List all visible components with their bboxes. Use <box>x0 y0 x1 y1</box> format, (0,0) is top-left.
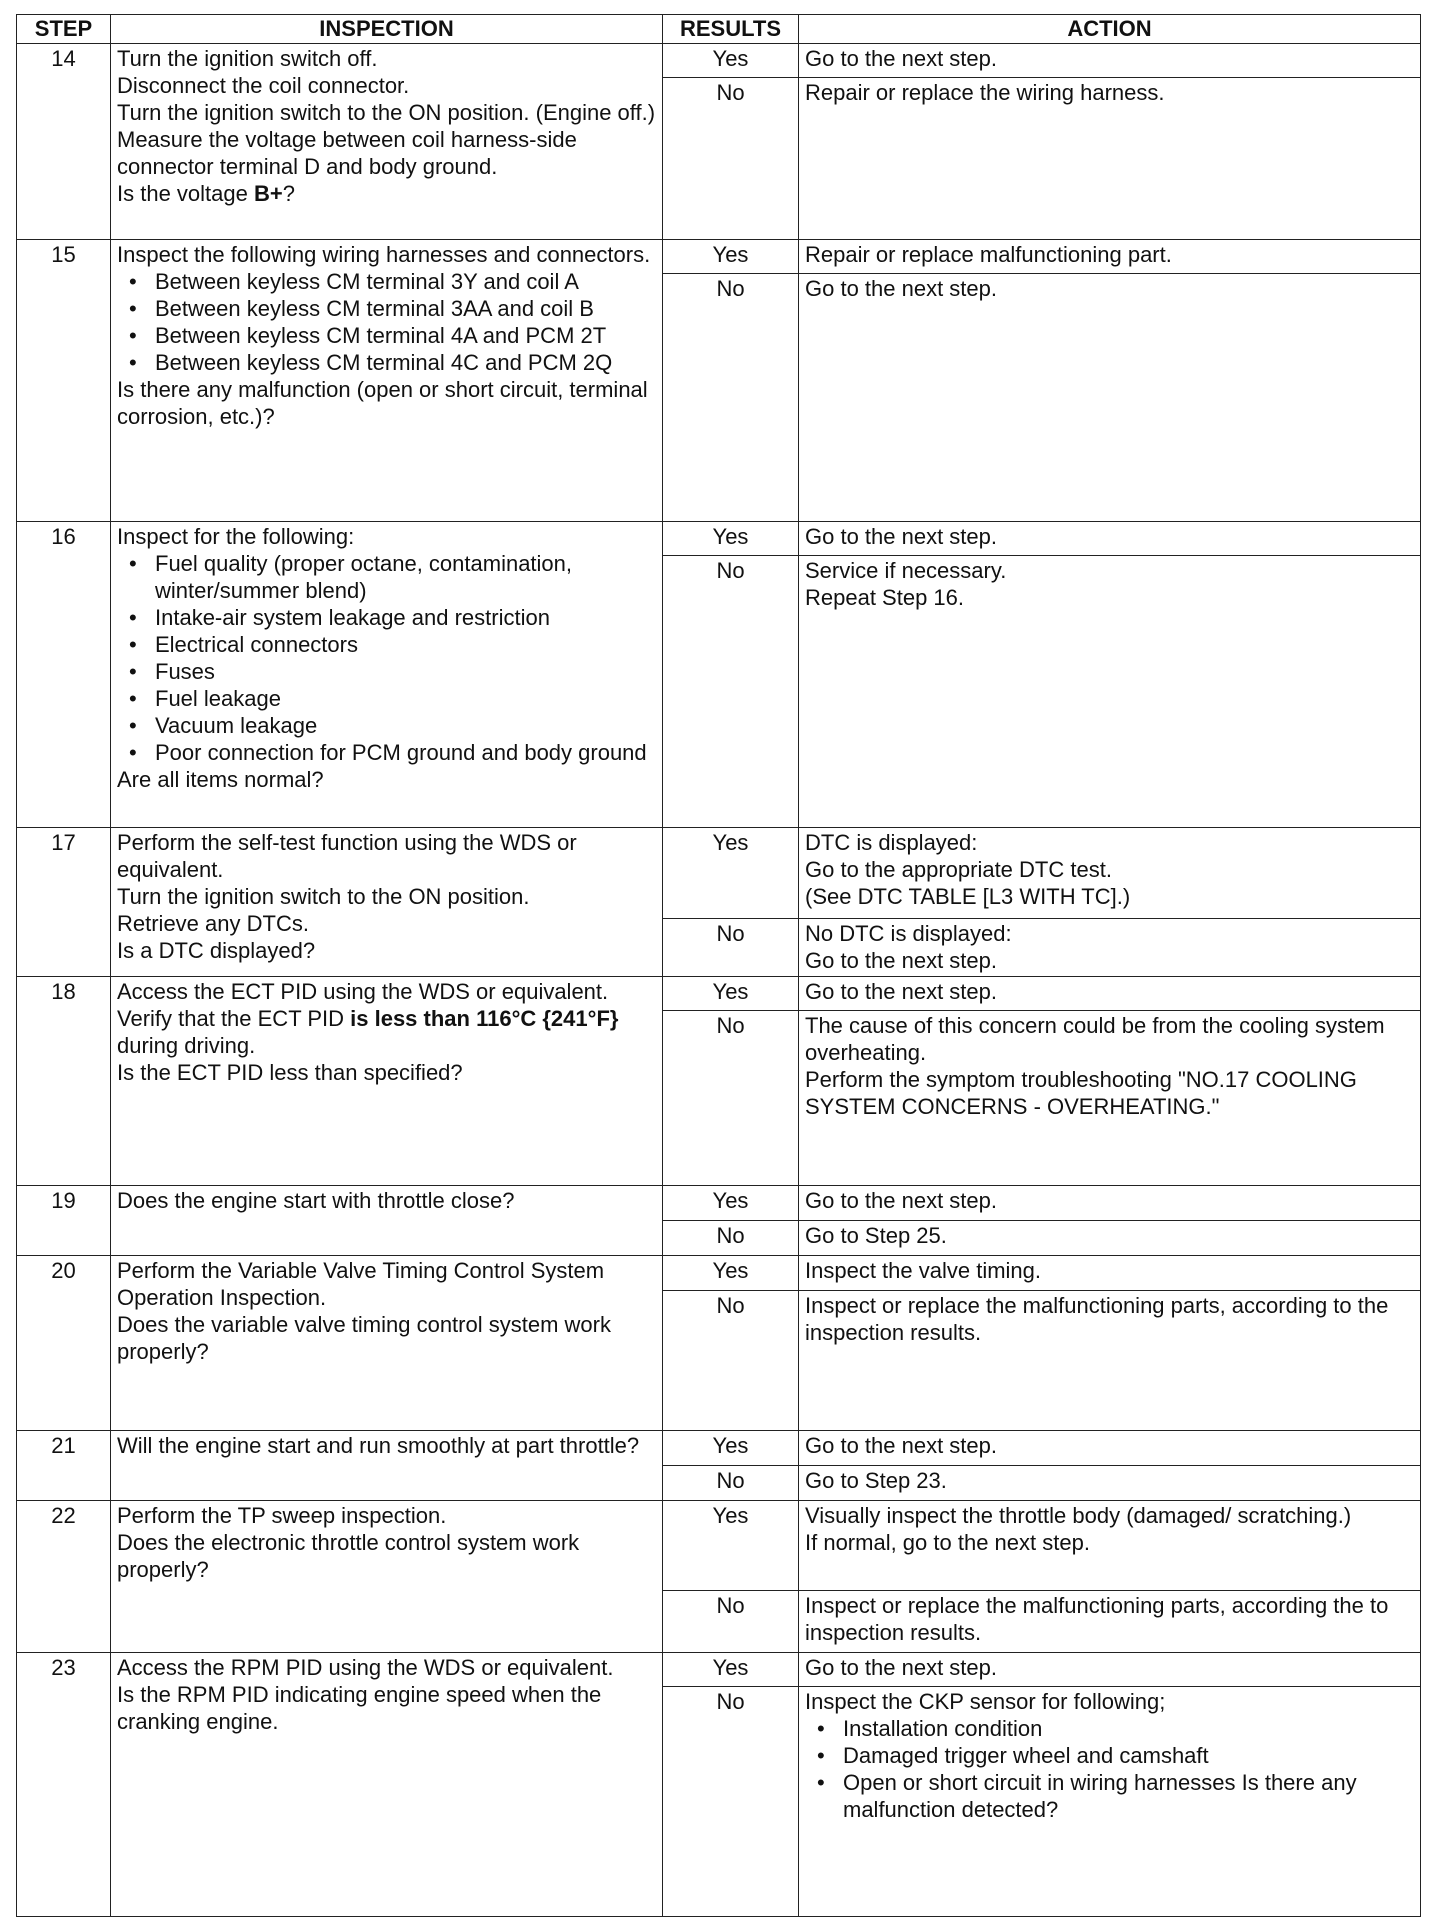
inspection-text: Inspect for the following: <box>117 524 355 549</box>
action-text: (See DTC TABLE [L3 WITH TC].) <box>805 884 1131 909</box>
table-row <box>17 1501 1421 1591</box>
inspection-text: Access the ECT PID using the WDS or equivalent. <box>117 979 609 1004</box>
step-number: 14 <box>17 44 111 240</box>
list-item: • Between keyless CM terminal 3AA and coil B <box>155 295 656 322</box>
inspection-cell <box>111 828 663 977</box>
result-yes: Yes <box>663 1431 799 1466</box>
list-item: • Intake-air system leakage and restriction <box>155 604 656 631</box>
header-action: ACTION <box>799 15 1421 44</box>
action-cell <box>799 919 1421 977</box>
list-item: • Vacuum leakage <box>155 712 656 739</box>
result-yes: Yes <box>663 240 799 274</box>
action-text: If normal, go to the next step. <box>805 1530 1090 1555</box>
action-cell <box>799 1591 1421 1653</box>
inspection-text: Turn the ignition switch off. <box>117 46 378 71</box>
inspection-bullet-list <box>117 550 656 766</box>
inspection-text: Turn the ignition switch to the ON position. (Engine off.) <box>117 100 656 125</box>
inspection-cell <box>111 522 663 828</box>
action-cell <box>799 44 1421 78</box>
inspection-text: Does the variable valve timing control system work properly? <box>117 1312 611 1364</box>
action-text: Inspect or replace the malfunctioning parts, according the to inspection results. <box>805 1593 1389 1645</box>
inspection-text-part: ? <box>282 181 295 206</box>
inspection-text <box>117 1005 656 1059</box>
action-text: Go to the next step. <box>805 276 998 301</box>
action-text: Go to the next step. <box>805 948 998 973</box>
table-header-row <box>17 15 1421 44</box>
header-step: STEP <box>17 15 111 44</box>
table-row <box>17 1256 1421 1291</box>
table-row <box>17 828 1421 919</box>
result-yes: Yes <box>663 1501 799 1591</box>
list-item: • Poor connection for PCM ground and body ground <box>155 739 656 766</box>
inspection-text <box>117 180 656 207</box>
inspection-text: Is the RPM PID indicating engine speed when the cranking engine. <box>117 1682 602 1734</box>
result-yes: Yes <box>663 1256 799 1291</box>
list-item: • Between keyless CM terminal 3Y and coil A <box>155 268 656 295</box>
table-row <box>17 44 1421 78</box>
action-text: Go to the next step. <box>805 1655 998 1680</box>
action-text: Service if necessary. <box>805 558 1007 583</box>
inspection-text: Perform the self-test function using the WDS or equivalent. <box>117 830 577 882</box>
step-number: 18 <box>17 977 111 1186</box>
troubleshooting-table <box>16 14 1421 1917</box>
inspection-text: Does the electronic throttle control system work properly? <box>117 1530 580 1582</box>
list-item: • Fuel leakage <box>155 685 656 712</box>
action-text: Go to the appropriate DTC test. <box>805 857 1112 882</box>
table-row <box>17 522 1421 556</box>
result-yes: Yes <box>663 522 799 556</box>
inspection-text: Is the ECT PID less than specified? <box>117 1060 463 1085</box>
result-yes: Yes <box>663 977 799 1011</box>
header-inspection: INSPECTION <box>111 15 663 44</box>
list-item: • Fuel quality (proper octane, contamination, winter/summer blend) <box>155 550 656 604</box>
action-text: Repeat Step 16. <box>805 585 965 610</box>
action-cell <box>799 1431 1421 1466</box>
step-number: 23 <box>17 1653 111 1917</box>
step-number: 21 <box>17 1431 111 1501</box>
action-text: Inspect the valve timing. <box>805 1258 1042 1283</box>
action-text: Inspect the CKP sensor for following; <box>805 1689 1166 1714</box>
action-bullet-list <box>805 1715 1414 1823</box>
action-cell <box>799 556 1421 828</box>
inspection-text: Inspect the following wiring harnesses and connectors. <box>117 242 651 267</box>
action-text: Go to Step 25. <box>805 1223 947 1248</box>
action-cell <box>799 274 1421 522</box>
inspection-text: Does the engine start with throttle close? <box>117 1188 515 1213</box>
specification-value: B+ <box>253 181 283 206</box>
action-cell <box>799 977 1421 1011</box>
action-cell <box>799 1687 1421 1917</box>
action-text: Repair or replace the wiring harness. <box>805 80 1165 105</box>
step-number: 20 <box>17 1256 111 1431</box>
list-item: • Fuses <box>155 658 656 685</box>
action-cell <box>799 1221 1421 1256</box>
inspection-cell <box>111 1256 663 1431</box>
result-yes: Yes <box>663 44 799 78</box>
action-cell <box>799 522 1421 556</box>
action-text: Go to the next step. <box>805 524 998 549</box>
action-text: Go to Step 23. <box>805 1468 947 1493</box>
inspection-text-part: Verify that the ECT PID <box>117 1006 351 1031</box>
result-no: No <box>663 274 799 522</box>
action-text: Go to the next step. <box>805 979 998 1004</box>
inspection-text: Is there any malfunction (open or short circuit, terminal corrosion, etc.)? <box>117 377 648 429</box>
step-number: 19 <box>17 1186 111 1256</box>
result-no: No <box>663 1291 799 1431</box>
header-results: RESULTS <box>663 15 799 44</box>
inspection-cell <box>111 1186 663 1256</box>
action-text: The cause of this concern could be from the cooling system overheating. <box>805 1013 1385 1065</box>
action-cell <box>799 1291 1421 1431</box>
action-text: DTC is displayed: <box>805 830 978 855</box>
result-no: No <box>663 1466 799 1501</box>
result-yes: Yes <box>663 1653 799 1687</box>
list-item: • Between keyless CM terminal 4C and PCM 2Q <box>155 349 656 376</box>
inspection-text: Access the RPM PID using the WDS or equivalent. <box>117 1655 614 1680</box>
action-text: Visually inspect the throttle body (damaged/ scratching.) <box>805 1503 1352 1528</box>
result-no: No <box>663 556 799 828</box>
action-cell <box>799 78 1421 240</box>
action-text: Perform the symptom troubleshooting "NO.17 COOLING SYSTEM CONCERNS - OVERHEATING." <box>805 1067 1357 1119</box>
inspection-cell <box>111 1501 663 1653</box>
action-cell <box>799 1501 1421 1591</box>
action-text: Repair or replace malfunctioning part. <box>805 242 1172 267</box>
inspection-cell <box>111 1653 663 1917</box>
table-row <box>17 977 1421 1011</box>
list-item: • Open or short circuit in wiring harnesses Is there any malfunction detected? <box>843 1769 1414 1823</box>
inspection-cell <box>111 977 663 1186</box>
inspection-bullet-list <box>117 268 656 376</box>
action-text: Go to the next step. <box>805 1188 998 1213</box>
action-cell <box>799 1466 1421 1501</box>
list-item: • Damaged trigger wheel and camshaft <box>843 1742 1414 1769</box>
inspection-text: Turn the ignition switch to the ON position. <box>117 884 530 909</box>
result-no: No <box>663 1221 799 1256</box>
inspection-text-part: during driving. <box>117 1033 256 1058</box>
action-cell <box>799 1653 1421 1687</box>
step-number: 15 <box>17 240 111 522</box>
result-yes: Yes <box>663 1186 799 1221</box>
inspection-cell <box>111 240 663 522</box>
specification-value: is less than 116°C {241°F} <box>350 1006 619 1031</box>
action-text: No DTC is displayed: <box>805 921 1012 946</box>
step-number: 17 <box>17 828 111 977</box>
action-cell <box>799 828 1421 919</box>
table-row <box>17 1653 1421 1687</box>
inspection-text: Perform the Variable Valve Timing Control System Operation Inspection. <box>117 1258 605 1310</box>
step-number: 16 <box>17 522 111 828</box>
inspection-text: Will the engine start and run smoothly at part throttle? <box>117 1433 640 1458</box>
inspection-text: Disconnect the coil connector. <box>117 73 410 98</box>
result-no: No <box>663 1011 799 1186</box>
result-no: No <box>663 1687 799 1917</box>
action-cell <box>799 240 1421 274</box>
list-item: • Installation condition <box>843 1715 1414 1742</box>
inspection-text: Measure the voltage between coil harness-side connector terminal D and body ground. <box>117 127 577 179</box>
action-cell <box>799 1186 1421 1221</box>
action-text: Go to the next step. <box>805 1433 998 1458</box>
result-no: No <box>663 78 799 240</box>
inspection-cell <box>111 1431 663 1501</box>
table-body <box>17 44 1421 1917</box>
step-number: 22 <box>17 1501 111 1653</box>
inspection-text: Is a DTC displayed? <box>117 938 316 963</box>
action-text: Go to the next step. <box>805 46 998 71</box>
inspection-text: Retrieve any DTCs. <box>117 911 309 936</box>
list-item: • Between keyless CM terminal 4A and PCM 2T <box>155 322 656 349</box>
table-row <box>17 1186 1421 1221</box>
diagnostic-procedure-page <box>16 14 1420 1917</box>
table-row <box>17 240 1421 274</box>
inspection-text: Perform the TP sweep inspection. <box>117 1503 447 1528</box>
action-cell <box>799 1256 1421 1291</box>
result-no: No <box>663 1591 799 1653</box>
result-yes: Yes <box>663 828 799 919</box>
list-item: • Electrical connectors <box>155 631 656 658</box>
result-no: No <box>663 919 799 977</box>
action-text: Inspect or replace the malfunctioning parts, according to the inspection results. <box>805 1293 1389 1345</box>
table-row <box>17 1431 1421 1466</box>
action-cell <box>799 1011 1421 1186</box>
inspection-text: Are all items normal? <box>117 767 324 792</box>
inspection-cell <box>111 44 663 240</box>
inspection-text-part: Is the voltage <box>117 181 254 206</box>
